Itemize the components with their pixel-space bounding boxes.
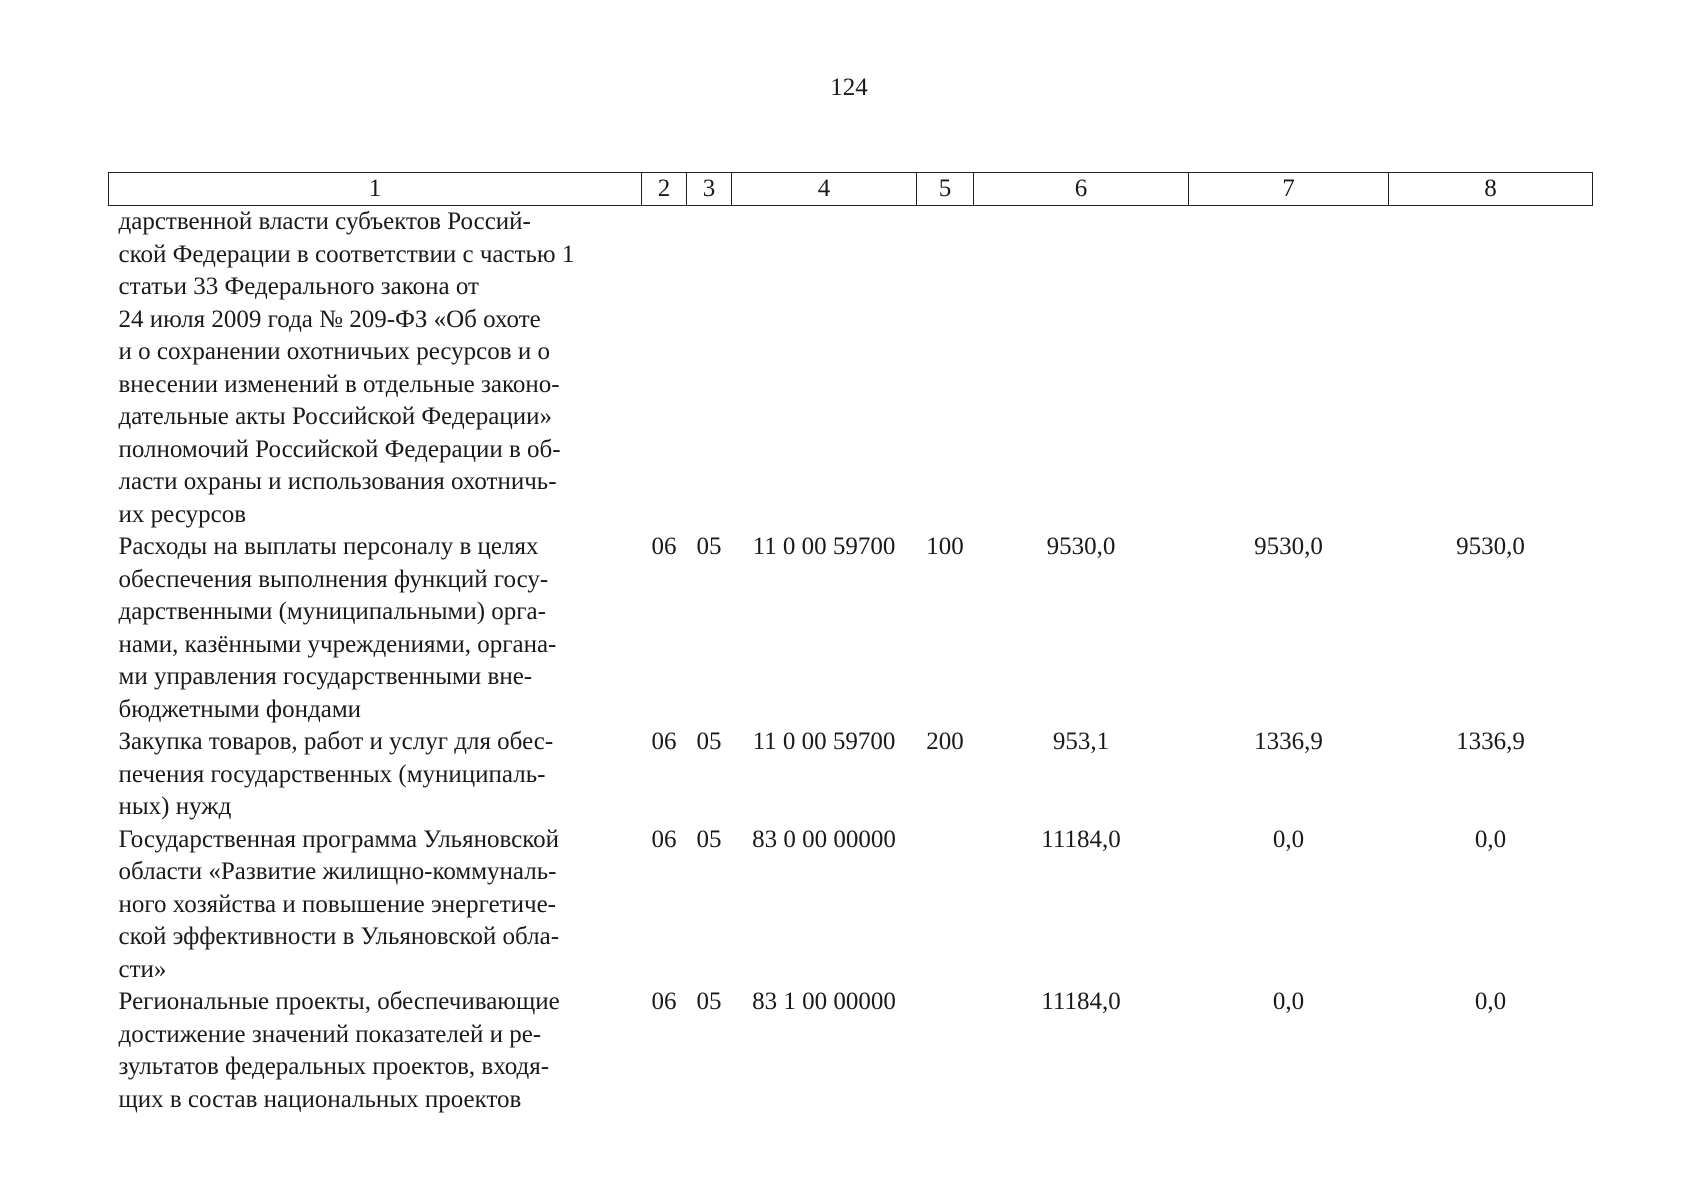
amount-col6-cell (974, 206, 1189, 532)
item-name-line: дательные акты Российской Федерации» (118, 403, 552, 430)
column-header-6: 6 (974, 173, 1189, 206)
table-body (109, 206, 1593, 1117)
item-name-line: щих в состав национальных проектов (118, 1085, 522, 1113)
item-name-line: ской Федерации в соответствии с частью 1 (118, 240, 575, 268)
item-name-line: ласти охраны и использования охотничь- (118, 468, 557, 495)
item-name-line: ми управления государственными вне- (118, 663, 533, 690)
table-row (109, 824, 1593, 987)
amount-col7-cell: 9530,0 (1254, 533, 1323, 560)
table-header (109, 173, 1593, 206)
amount-col7-cell: 0,0 (1272, 825, 1305, 853)
item-name-line: дарственными (муниципальными) орга- (118, 598, 546, 625)
item-name-line: обеспечения выполнения функций госу- (118, 565, 549, 593)
item-name-cell (109, 986, 642, 1116)
budget-table (108, 172, 1593, 1116)
expense-type-cell (917, 986, 974, 1116)
item-name-line: нами, казёнными учреждениями, органа- (118, 630, 557, 658)
amount-col8-cell (1389, 206, 1593, 532)
page-number: 124 (830, 74, 868, 101)
section-cell: 06 (651, 728, 677, 755)
item-name-line: печения государственных (муниципаль- (118, 760, 546, 788)
item-name-line: статьи 33 Федерального закона от (118, 273, 479, 300)
item-name-line: Расходы на выплаты персоналу в целях (118, 533, 539, 560)
amount-col8-cell: 0,0 (1474, 825, 1507, 853)
item-name-line: дарственной власти субъектов Россий- (118, 208, 531, 235)
column-header-3: 3 (687, 173, 732, 206)
section-cell: 06 (651, 988, 677, 1015)
target-article-cell: 11 0 00 59700 (752, 533, 896, 560)
item-name-cell (109, 531, 642, 726)
expense-type-cell: 100 (926, 533, 964, 560)
expense-type-cell (917, 206, 974, 532)
amount-col7-cell (1189, 206, 1389, 532)
item-name-line: их ресурсов (118, 500, 247, 528)
amount-col7-cell: 1336,9 (1254, 728, 1323, 755)
section-cell (642, 206, 687, 532)
item-name-line: полномочий Российской Федерации в об- (118, 435, 561, 463)
item-name-line: ных) нужд (118, 793, 232, 820)
amount-col6-cell: 11184,0 (1041, 988, 1121, 1015)
amount-col6-cell: 9530,0 (1046, 533, 1116, 560)
amount-col6-cell: 953,1 (1052, 728, 1110, 755)
amount-col8-cell: 0,0 (1474, 988, 1507, 1015)
target-article-cell (732, 206, 917, 532)
table-row (109, 206, 1593, 532)
item-name-line: Закупка товаров, работ и услуг для обес- (118, 728, 554, 755)
item-name-line: области «Развитие жилищно-коммуналь- (118, 858, 557, 885)
subsection-cell: 05 (696, 825, 722, 853)
column-header-1: 1 (109, 173, 642, 206)
subsection-cell: 05 (696, 728, 722, 755)
target-article-cell: 11 0 00 59700 (752, 728, 896, 755)
column-header-5: 5 (917, 173, 974, 206)
header-row (109, 173, 1593, 206)
subsection-cell: 05 (696, 533, 722, 560)
item-name-line: сти» (118, 955, 167, 983)
column-header-4: 4 (732, 173, 917, 206)
column-header-8: 8 (1389, 173, 1593, 206)
item-name-line: ного хозяйства и повышение энергетиче- (118, 890, 556, 918)
item-name-line: достижение значений показателей и ре- (118, 1020, 542, 1048)
table-row (109, 726, 1593, 824)
expense-type-cell (917, 824, 974, 987)
item-name-cell (109, 824, 642, 987)
section-cell: 06 (651, 825, 677, 853)
item-name-line: зультатов федеральных проектов, входя- (118, 1053, 550, 1080)
expense-type-cell: 200 (926, 728, 964, 755)
table-row (109, 531, 1593, 726)
subsection-cell (687, 206, 732, 532)
item-name-line: ской эффективности в Ульяновской обла- (118, 923, 560, 950)
item-name-line: бюджетными фондами (118, 695, 362, 723)
amount-col8-cell: 1336,9 (1456, 728, 1525, 755)
item-name-cell (109, 206, 642, 532)
item-name-line: Государственная программа Ульяновской (118, 825, 559, 853)
target-article-cell: 83 0 00 00000 (752, 825, 896, 853)
section-cell: 06 (651, 533, 677, 560)
item-name-line: внесении изменений в отдельные законо- (118, 370, 560, 398)
item-name-line: Региональные проекты, обеспечивающие (118, 988, 560, 1015)
item-name-line: и о сохранении охотничьих ресурсов и о (118, 338, 550, 365)
item-name-cell (109, 726, 642, 824)
target-article-cell: 83 1 00 00000 (752, 988, 896, 1015)
table-row (109, 986, 1593, 1116)
amount-col7-cell: 0,0 (1272, 988, 1305, 1015)
amount-col6-cell: 11184,0 (1041, 825, 1121, 853)
item-name-line: 24 июля 2009 года № 209-ФЗ «Об охоте (118, 305, 541, 333)
column-header-2: 2 (642, 173, 687, 206)
amount-col8-cell: 9530,0 (1456, 533, 1525, 560)
column-header-7: 7 (1189, 173, 1389, 206)
subsection-cell: 05 (696, 988, 722, 1015)
